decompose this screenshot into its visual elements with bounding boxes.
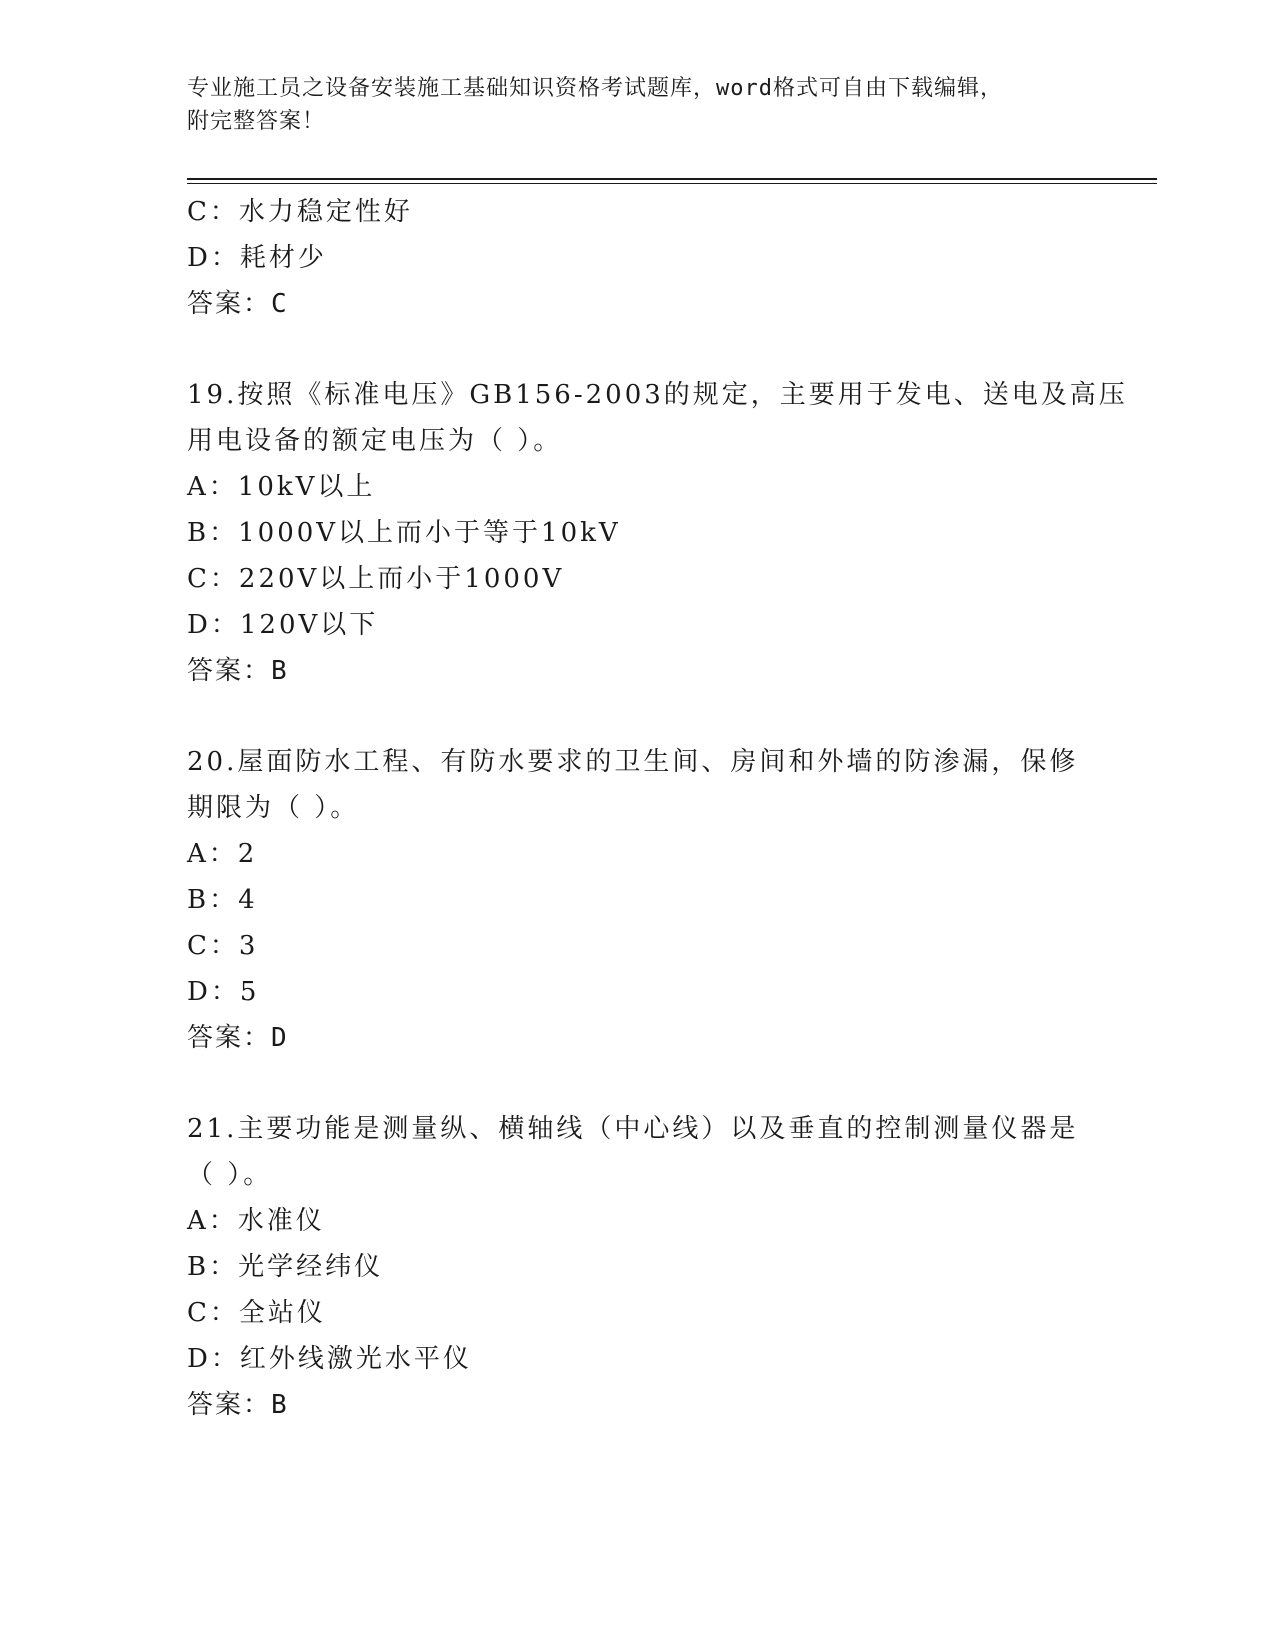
option-key: C： [187, 564, 239, 594]
option-text: 水力稳定性好 [238, 197, 413, 227]
option-row [187, 556, 1087, 602]
option-key: D： [187, 1344, 240, 1374]
answer-line: 答案：B [187, 656, 289, 686]
option-key: C： [187, 931, 239, 961]
option-key: A： [187, 1206, 238, 1236]
answer-line: 答案：C [187, 289, 289, 319]
option-key: B： [187, 518, 239, 548]
option-row [187, 235, 1087, 281]
option-text: 3 [238, 931, 259, 961]
option-key: C： [187, 1298, 239, 1328]
option-row [187, 923, 1087, 969]
option-text: 耗材少 [239, 243, 327, 273]
option-key: A： [187, 839, 238, 869]
question-stem: 21.主要功能是测量纵、横轴线（中心线）以及垂直的控制测量仪器是 [187, 1114, 1079, 1144]
question-stem: （ ）。 [187, 1160, 273, 1190]
option-text: 5 [239, 977, 260, 1007]
question-stem: 19.按照《标准电压》GB156-2003的规定，主要用于发电、送电及高压 [187, 380, 1128, 410]
option-row [187, 1244, 1087, 1290]
option-text: 4 [238, 885, 258, 915]
option-row [187, 1198, 1087, 1244]
option-text: 220V以上而小于1000V [238, 564, 565, 594]
question-stem: 期限为（ ）。 [187, 793, 360, 823]
option-key: B： [187, 885, 239, 915]
answer-line: 答案：B [187, 1390, 289, 1420]
question-list [187, 189, 1128, 1428]
question-20 [187, 739, 1087, 1061]
header-line-2: 附完整答案！ [187, 109, 326, 134]
question-stem: 用电设备的额定电压为（ ）。 [187, 426, 563, 456]
option-key: D： [187, 977, 240, 1007]
option-key: B： [187, 1252, 239, 1282]
option-row [187, 1336, 1087, 1382]
option-key: A： [187, 472, 238, 502]
option-row [187, 877, 1087, 923]
document-header-note [187, 72, 1067, 138]
option-key: C： [187, 197, 239, 227]
option-row [187, 602, 1087, 648]
header-divider-thick [187, 178, 1157, 180]
continued-question [187, 189, 1087, 327]
question-stem: 20.屋面防水工程、有防水要求的卫生间、房间和外墙的防渗漏，保修 [187, 747, 1079, 777]
question-21 [187, 1106, 1087, 1428]
option-row [187, 189, 1087, 235]
option-text: 1000V以上而小于等于10kV [238, 518, 621, 548]
option-text: 光学经纬仪 [238, 1252, 384, 1282]
option-row [187, 831, 1087, 877]
option-text: 全站仪 [238, 1298, 326, 1328]
option-text: 2 [237, 839, 258, 869]
option-key: D： [187, 243, 240, 273]
question-19 [187, 372, 1128, 694]
option-row [187, 1290, 1087, 1336]
option-row [187, 969, 1087, 1015]
header-line-1: 专业施工员之设备安装施工基础知识资格考试题库，word格式可自由下载编辑， [187, 76, 1003, 101]
option-key: D： [187, 610, 240, 640]
option-row [187, 464, 1087, 510]
option-text: 10kV以上 [237, 472, 376, 502]
option-text: 红外线激光水平仪 [239, 1344, 472, 1374]
option-row [187, 510, 1087, 556]
header-divider-thin [187, 183, 1157, 184]
option-text: 120V以下 [239, 610, 379, 640]
answer-line: 答案：D [187, 1023, 289, 1053]
option-text: 水准仪 [237, 1206, 325, 1236]
